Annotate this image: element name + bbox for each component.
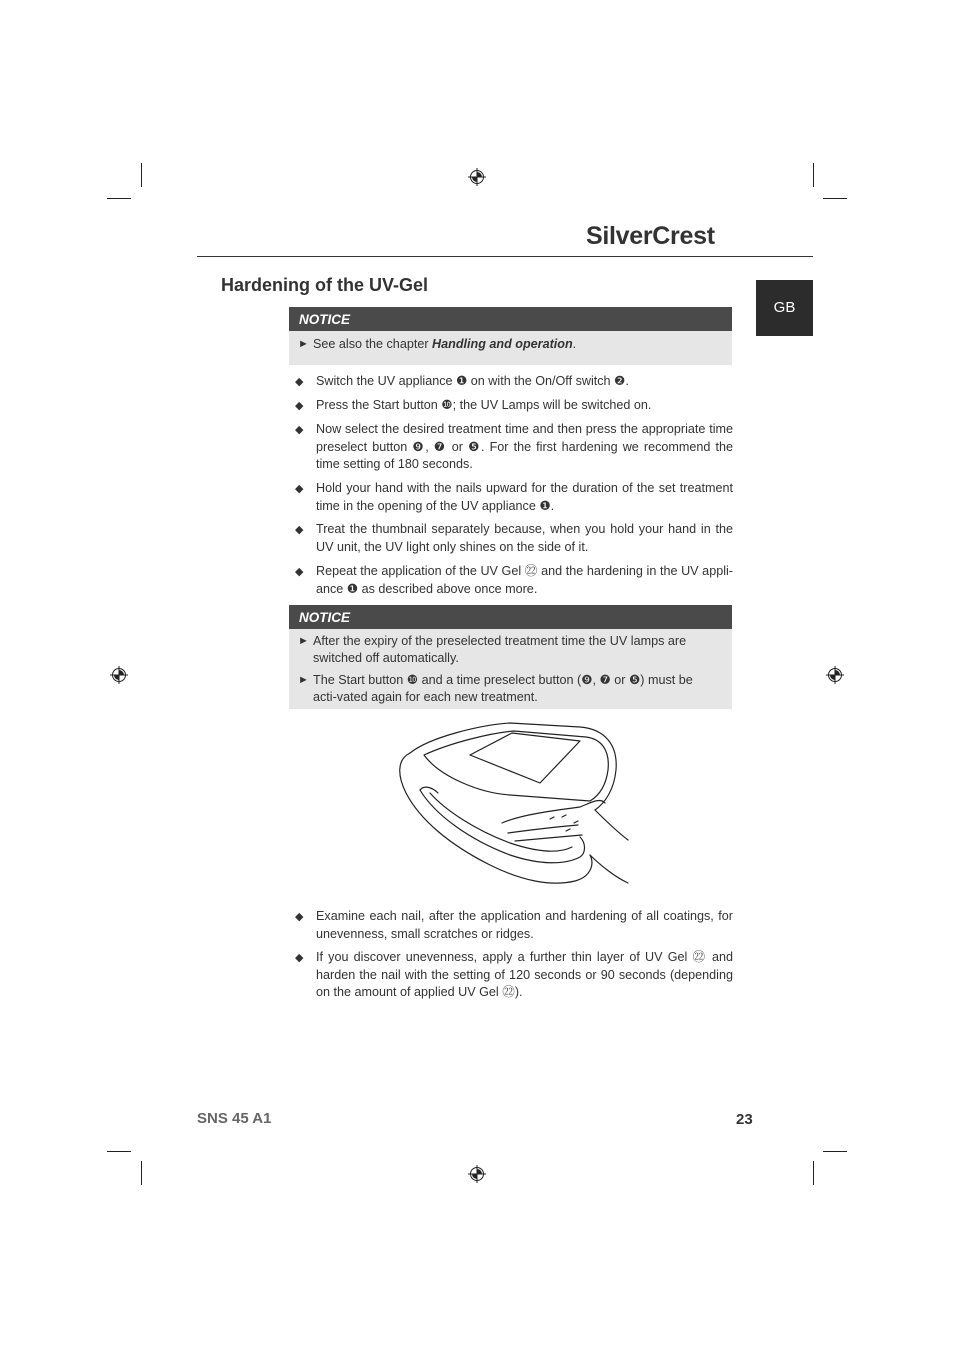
diamond-bullet-icon: ◆ bbox=[295, 424, 304, 436]
crop-mark bbox=[141, 1161, 142, 1185]
uv-appliance-illustration bbox=[390, 715, 640, 890]
section-title: Hardening of the UV-Gel bbox=[221, 275, 429, 295]
header-rule bbox=[197, 256, 813, 257]
list-item bbox=[295, 480, 733, 515]
model-number: SNS 45 A1 bbox=[197, 1110, 272, 1127]
list-item bbox=[295, 908, 733, 943]
registration-mark-icon bbox=[826, 666, 844, 684]
triangle-bullet-icon: ► bbox=[298, 338, 309, 350]
notice-item bbox=[289, 633, 732, 667]
diamond-bullet-icon: ◆ bbox=[295, 376, 304, 388]
notice-text: After the expiry of the preselected treatment time the UV lamps are switched off automatically. bbox=[313, 634, 687, 665]
notice-heading: NOTICE bbox=[289, 307, 732, 331]
step-text: Press the Start button ❿; the UV Lamps will be switched on. bbox=[316, 398, 652, 412]
step-text: Examine each nail, after the application and hardening of all coatings, for unevenness, small scratches or ridges. bbox=[316, 909, 733, 941]
crop-mark bbox=[107, 198, 131, 199]
notice-text-suffix: . bbox=[572, 337, 577, 351]
crop-mark bbox=[107, 1151, 131, 1152]
step-text: If you discover unevenness, apply a further thin layer of UV Gel ㉒ and harden the nail with the setting of 120 seconds or 90 seconds (depending on the amount of applied UV Gel ㉒). bbox=[316, 950, 733, 999]
crop-mark bbox=[813, 163, 814, 187]
language-tab: GB bbox=[756, 280, 813, 336]
diamond-bullet-icon: ◆ bbox=[295, 952, 304, 964]
triangle-bullet-icon: ► bbox=[298, 674, 309, 686]
chapter-reference: Handling and operation bbox=[432, 337, 573, 351]
list-item bbox=[295, 373, 733, 391]
step-text: Repeat the application of the UV Gel ㉒ and the hardening in the UV appli-ance ❶ as described above once more. bbox=[316, 564, 733, 596]
page-number: 23 bbox=[736, 1111, 753, 1128]
list-item bbox=[295, 521, 733, 556]
crop-mark bbox=[141, 163, 142, 187]
step-text: Hold your hand with the nails upward for the duration of the set treatment time in the opening of the UV appliance ❶. bbox=[316, 481, 733, 513]
crop-mark bbox=[823, 198, 847, 199]
diamond-bullet-icon: ◆ bbox=[295, 524, 304, 536]
registration-mark-icon bbox=[468, 168, 486, 186]
crop-mark bbox=[823, 1151, 847, 1152]
list-item bbox=[295, 397, 733, 415]
list-item bbox=[295, 421, 733, 474]
registration-mark-icon bbox=[110, 666, 128, 684]
registration-mark-icon bbox=[468, 1165, 486, 1183]
triangle-bullet-icon: ► bbox=[298, 635, 309, 647]
notice-item bbox=[289, 672, 732, 706]
diamond-bullet-icon: ◆ bbox=[295, 400, 304, 412]
notice-text: The Start button ❿ and a time preselect button (❾, ❼ or ❺) must be acti-vated again for each new treatment. bbox=[313, 673, 693, 704]
step-text: Now select the desired treatment time and then press the appropriate time preselect button ❾, ❼ or ❺. For the first hardening we recommend the time setting of 180 seconds. bbox=[316, 422, 733, 471]
diamond-bullet-icon: ◆ bbox=[295, 566, 304, 578]
brand-logo: SilverCrest bbox=[586, 222, 715, 250]
notice-box bbox=[289, 605, 732, 709]
notice-text: See also the chapter bbox=[313, 337, 433, 351]
notice-item bbox=[289, 336, 732, 353]
diamond-bullet-icon: ◆ bbox=[295, 911, 304, 923]
diamond-bullet-icon: ◆ bbox=[295, 483, 304, 495]
notice-heading: NOTICE bbox=[289, 605, 732, 629]
notice-box bbox=[289, 307, 732, 365]
step-text: Switch the UV appliance ❶ on with the On/Off switch ❷. bbox=[316, 374, 629, 388]
crop-mark bbox=[813, 1161, 814, 1185]
list-item bbox=[295, 563, 733, 598]
step-text: Treat the thumbnail separately because, when you hold your hand in the UV unit, the UV light only shines on the side of it. bbox=[316, 522, 733, 554]
list-item bbox=[295, 949, 733, 1002]
